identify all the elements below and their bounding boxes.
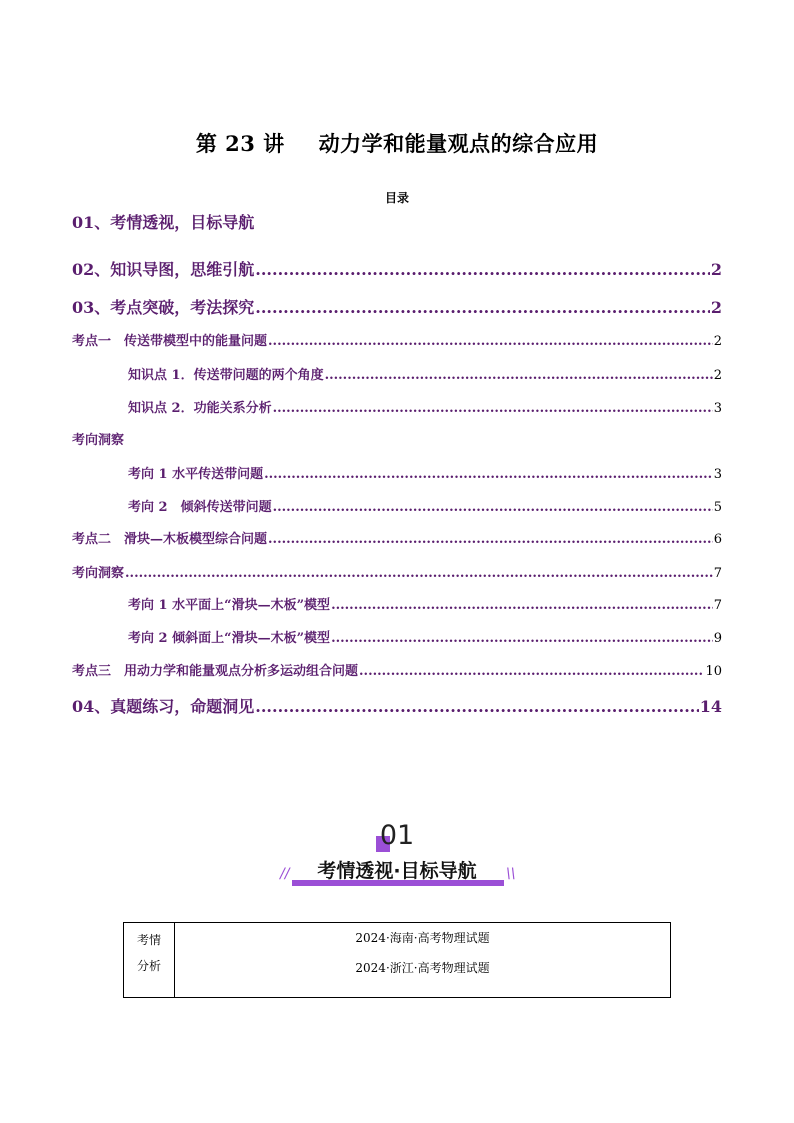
toc-entry-label: 考向 2 倾斜传送带问题 xyxy=(128,500,272,515)
toc-entry[interactable] xyxy=(72,429,722,448)
toc-heading: 目录 xyxy=(384,191,409,205)
toc-entry-page: 2 xyxy=(710,298,722,317)
table-label-line1: 考情 xyxy=(136,933,161,947)
toc-entry[interactable] xyxy=(128,397,722,416)
toc-entry-label: 03、考点突破，考法探究 xyxy=(72,298,255,317)
table-label-line2: 分析 xyxy=(136,959,161,973)
toc-entry-label: 考向 1 水平传送带问题 xyxy=(128,467,264,482)
toc-entry-page: 6 xyxy=(713,532,722,547)
toc-entry-page: 14 xyxy=(699,697,722,716)
toc-entry[interactable] xyxy=(72,210,722,233)
table-content-cell xyxy=(175,923,671,998)
toc-entry-page: 7 xyxy=(713,598,722,613)
toc-entry[interactable] xyxy=(128,627,722,646)
toc-entry[interactable] xyxy=(72,562,722,581)
exam-analysis-table xyxy=(123,922,671,998)
toc-entry-label: 考向 2 倾斜面上“滑块—木板”模型 xyxy=(128,631,331,646)
toc-entry-label: 考向洞察 xyxy=(72,433,125,448)
lecture-number: 第 23 讲 xyxy=(195,131,285,156)
toc-entry-page: 7 xyxy=(713,566,722,581)
page-title xyxy=(0,128,794,158)
toc-entry-page: 3 xyxy=(713,467,722,482)
analysis-item: 2024·海南·高考物理试题 xyxy=(355,931,490,945)
section-title: 考情透视·目标导航 xyxy=(317,860,477,882)
toc-entry[interactable] xyxy=(72,295,722,318)
toc-entry-label: 知识点 2．功能关系分析 xyxy=(128,401,272,416)
toc-entry-label: 04、真题练习，命题洞见 xyxy=(72,697,255,716)
toc-entry-label: 考点一 传送带模型中的能量问题 xyxy=(72,334,268,349)
toc-entry[interactable] xyxy=(128,364,722,383)
toc-entry[interactable] xyxy=(72,694,722,717)
toc-entry[interactable] xyxy=(72,257,722,280)
lecture-topic: 动力学和能量观点的综合应用 xyxy=(318,131,599,156)
toc-entry-label: 02、知识导图，思维引航 xyxy=(72,260,255,279)
toc-entry-label: 考点三 用动力学和能量观点分析多运动组合问题 xyxy=(72,664,359,679)
toc-entry[interactable] xyxy=(128,594,722,613)
toc-entry[interactable] xyxy=(128,463,722,482)
toc-entry[interactable] xyxy=(72,660,722,679)
toc-entry-page: 2 xyxy=(713,334,722,349)
analysis-item: 2024·浙江·高考物理试题 xyxy=(355,961,490,975)
toc-entry-label: 考点二 滑块—木板模型综合问题 xyxy=(72,532,268,547)
toc-entry-label: 考向 1 水平面上“滑块—木板”模型 xyxy=(128,598,331,613)
toc-entry-page: 5 xyxy=(713,500,722,515)
toc-entry-page: 10 xyxy=(705,664,722,679)
toc-entry-label: 01、考情透视，目标导航 xyxy=(72,213,255,232)
toc-entry-page: 3 xyxy=(713,401,722,416)
slash-decoration-right: \\ xyxy=(506,866,516,882)
toc-entry-page: 2 xyxy=(710,260,722,279)
toc-entry-label: 考向洞察 xyxy=(72,566,125,581)
table-label-cell xyxy=(124,923,175,998)
toc-entry-page: 9 xyxy=(713,631,722,646)
section-number: 01 xyxy=(379,820,415,851)
toc-entry[interactable] xyxy=(72,330,722,349)
slash-decoration-left: // xyxy=(280,866,290,882)
toc-entry[interactable] xyxy=(72,528,722,547)
toc-entry-label: 知识点 1．传送带问题的两个角度 xyxy=(128,368,324,383)
toc-entry[interactable] xyxy=(128,496,722,515)
toc-entry-page: 2 xyxy=(713,368,722,383)
